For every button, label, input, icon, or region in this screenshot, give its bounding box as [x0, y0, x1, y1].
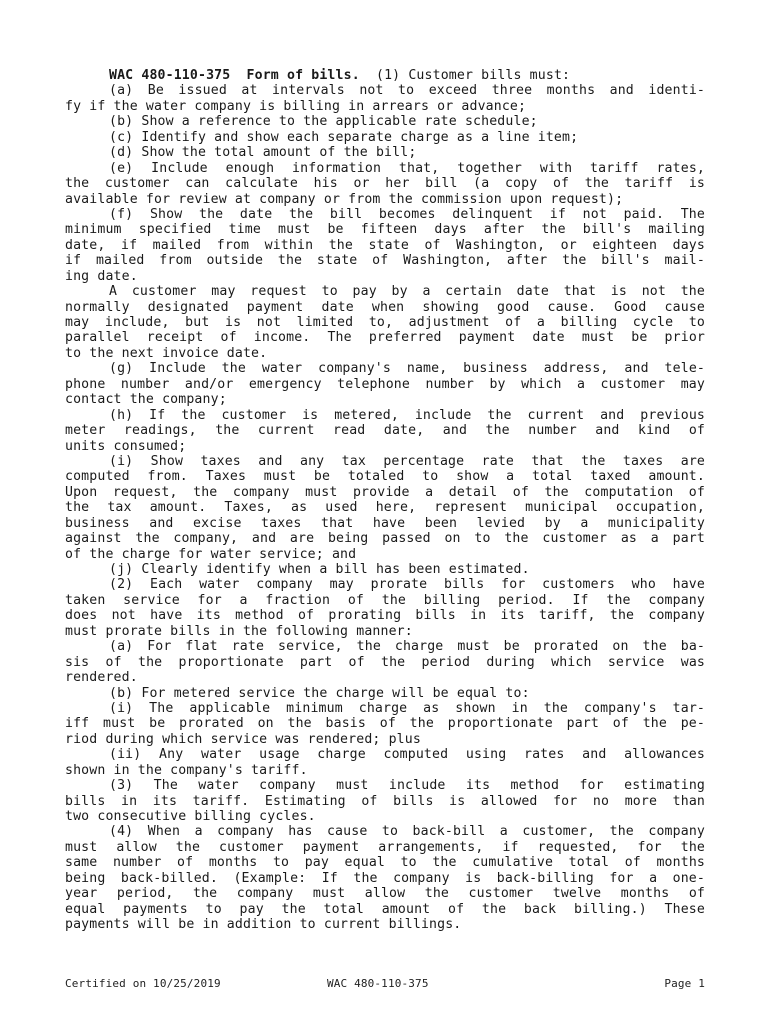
text-line: year period, the company must allow the customer twelve months of — [65, 886, 705, 902]
text-line: (i) The applicable minimum charge as shown in the company's tar- — [109, 700, 705, 716]
text-line: meter readings, the current read date, and the number and kind of — [65, 423, 705, 439]
text-line: A customer may request to pay by a certain date that is not the — [109, 284, 705, 300]
text-line: (d) Show the total amount of the bill; — [109, 145, 417, 161]
text-line: minimum specified time must be fifteen days after the bill's mailing — [65, 222, 705, 238]
text-line: phone number and/or emergency telephone number by which a customer may — [65, 376, 705, 392]
text-line: computed from. Taxes must be totaled to show a total taxed amount. — [65, 469, 705, 485]
subsection-lead: (1) Customer bills must: — [375, 68, 571, 83]
text-line: (b) For metered service the charge will be equal to: — [109, 685, 530, 701]
text-line: must allow the customer payment arrangements, if requested, for the — [65, 839, 705, 855]
text-line: shown in the company's tariff. — [65, 762, 308, 778]
text-line: (i) Show taxes and any tax percentage rate that the taxes are — [109, 453, 705, 469]
text-line: taken service for a fraction of the billing period. If the company — [65, 592, 705, 608]
text-line: (a) Be issued at intervals not to exceed three months and identi- — [109, 83, 705, 99]
text-line: fy if the water company is billing in arrears or advance; — [65, 98, 527, 114]
text-line: normally designated payment date when showing good cause. Good cause — [65, 299, 705, 315]
text-line: iff must be prorated on the basis of the proportionate part of the pe- — [65, 716, 705, 732]
text-line: contact the company; — [65, 392, 227, 408]
text-line: same number of months to pay equal to the cumulative total of months — [65, 855, 705, 871]
text-line: parallel receipt of income. The preferred payment date must be prior — [65, 330, 705, 346]
text-line: (g) Include the water company's name, business address, and tele- — [109, 361, 705, 377]
footer-section-ref: WAC 480-110-375 — [327, 977, 429, 990]
text-line: (c) Identify and show each separate charge as a line item; — [109, 129, 579, 145]
text-line: (2) Each water company may prorate bills for customers who have — [109, 577, 705, 593]
text-line: two consecutive billing cycles. — [65, 809, 316, 824]
text-line: (e) Include enough information that, together with tariff rates, — [109, 160, 705, 176]
text-line: ing date. — [65, 268, 138, 284]
text-line: equal payments to pay the total amount of the back billing.) These — [65, 901, 705, 917]
text-line: to the next invoice date. — [65, 345, 268, 361]
text-line: (j) Clearly identify when a bill has been estimated. — [109, 562, 530, 577]
text-line: Upon request, the company must provide a detail of the computation of — [65, 484, 705, 500]
text-line: (4) When a company has cause to back-bill a customer, the company — [109, 824, 705, 840]
text-line: the customer can calculate his or her bill (a copy of the tariff is — [65, 176, 705, 192]
page-number: Page 1 — [664, 977, 705, 990]
text-line: sis of the proportionate part of the period during which service was — [65, 654, 705, 670]
text-line: being back-billed. (Example: If the company is back-billing for a one- — [65, 870, 705, 886]
text-line: available for review at company or from the commission upon request); — [65, 191, 624, 207]
text-line: does not have its method of prorating bills in its tariff, the company — [65, 608, 705, 624]
text-line: if mailed from outside the state of Washington, after the bill's mail- — [65, 253, 705, 269]
text-line: units consumed; — [65, 438, 187, 454]
certified-date: Certified on 10/25/2019 — [65, 977, 221, 990]
text-line: (f) Show the date the bill becomes delinquent if not paid. The — [109, 206, 705, 222]
text-line: (h) If the customer is metered, include the current and previous — [109, 407, 705, 423]
section-heading-line — [65, 68, 705, 83]
section-title: Form of bills. — [246, 68, 360, 83]
text-line: the tax amount. Taxes, as used here, represent municipal occupation, — [65, 500, 705, 516]
text-line: rendered. — [65, 670, 138, 686]
text-line: (b) Show a reference to the applicable rate schedule; — [109, 114, 538, 130]
text-line: riod during which service was rendered; plus — [65, 731, 421, 747]
paragraph-lines — [65, 83, 705, 932]
section-number: WAC 480-110-375 — [109, 68, 231, 83]
text-line: (3) The water company must include its method for estimating — [109, 778, 705, 794]
text-line: business and excise taxes that have been levied by a municipality — [65, 515, 705, 531]
text-line: date, if mailed from within the state of Washington, or eighteen days — [65, 237, 705, 253]
text-line: bills in its tariff. Estimating of bills is allowed for no more than — [65, 793, 705, 809]
text-line: may include, but is not limited to, adjustment of a billing cycle to — [65, 315, 705, 330]
text-line: against the company, and are being passed on to the customer as a part — [65, 531, 705, 547]
page-footer — [65, 976, 705, 992]
text-line: (ii) Any water usage charge computed using rates and allowances — [109, 747, 705, 763]
text-line: (a) For flat rate service, the charge must be prorated on the ba- — [109, 639, 705, 655]
text-line: of the charge for water service; and — [65, 546, 357, 562]
regulation-body — [65, 68, 705, 933]
text-line: must prorate bills in the following manner: — [65, 623, 413, 639]
text-line: payments will be in addition to current billings. — [65, 917, 462, 933]
